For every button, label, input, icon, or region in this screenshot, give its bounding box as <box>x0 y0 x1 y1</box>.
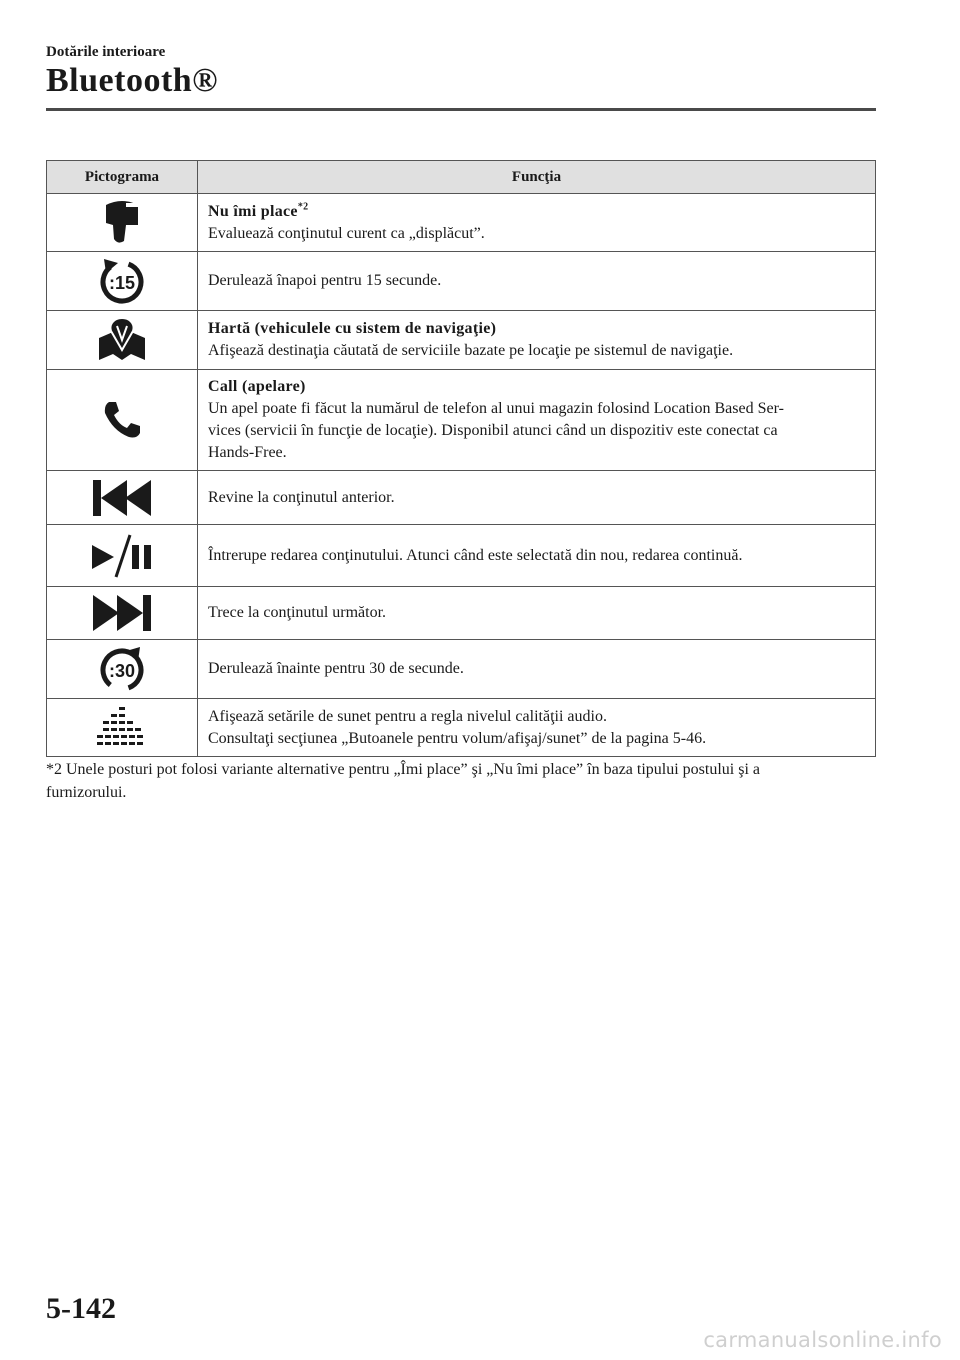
function-cell <box>198 640 876 699</box>
row-text: Afişează destinaţia căutată de serviciile bazate pe locaţie pe sistemul de navigaţie. <box>208 342 734 359</box>
thumbs-down-icon <box>47 199 197 247</box>
footnote-line: furnizorului. <box>46 784 127 801</box>
pictogram-cell <box>47 640 198 699</box>
page-number: 5-142 <box>46 1292 116 1325</box>
watermark-text: carmanualsonline.info <box>703 1328 942 1352</box>
row-text: Întrerupe redarea conţinutului. Atunci când este selectată din nou, redarea continuă. <box>208 546 743 564</box>
function-cell <box>198 311 876 370</box>
function-cell <box>198 370 876 471</box>
function-cell <box>198 194 876 252</box>
row-text: Revine la conţinutul anterior. <box>208 488 395 506</box>
table-row <box>47 471 876 525</box>
row-text: Hands-Free. <box>208 444 287 461</box>
section-label: Dotările interioare <box>46 44 166 60</box>
pictogram-cell <box>47 587 198 640</box>
rewind-15-icon <box>47 255 197 307</box>
table-row <box>47 311 876 370</box>
rewind-15-label: :15 <box>108 273 136 293</box>
pictogram-cell <box>47 699 198 757</box>
row-text: Consultaţi secţiunea „Butoanele pentru volum/afişaj/sunet” de la pagina 5-46. <box>208 729 707 747</box>
row-text: Derulează înapoi pentru 15 secunde. <box>208 272 442 289</box>
skip-next-icon <box>47 593 197 633</box>
function-cell <box>198 587 876 640</box>
row-text: Trece la conţinutul următor. <box>208 604 387 621</box>
row-text: Un apel poate fi făcut la numărul de telefon al unui magazin folosind Location Based Ser- <box>208 400 784 417</box>
icon-function-table <box>46 160 876 757</box>
chapter-title: Bluetooth® <box>46 62 219 99</box>
function-cell <box>198 471 876 525</box>
pictogram-cell <box>47 525 198 587</box>
column-header-pictogram: Pictograma <box>47 161 198 194</box>
play-pause-icon <box>47 531 197 581</box>
table-row <box>47 252 876 311</box>
row-title: Hartă (vehiculele cu sistem de navigaţie) <box>208 320 497 337</box>
pictogram-cell <box>47 370 198 471</box>
forward-30-label: :30 <box>108 661 136 681</box>
table-header-row <box>47 161 876 194</box>
row-title: Call (apelare) <box>208 378 306 395</box>
table-row <box>47 194 876 252</box>
forward-30-icon <box>47 643 197 695</box>
row-text: Afişează setările de sunet pentru a regla nivelul calităţii audio. <box>208 707 607 725</box>
map-pin-icon <box>47 316 197 364</box>
footnote <box>46 758 876 804</box>
phone-icon <box>47 399 197 441</box>
sound-settings-icon <box>47 705 197 751</box>
table-row <box>47 370 876 471</box>
table-row <box>47 699 876 757</box>
row-text: Evaluează conţinutul curent ca „displăcut”. <box>208 224 485 242</box>
function-cell <box>198 699 876 757</box>
footnote-ref: *2 <box>297 201 309 213</box>
pictogram-cell <box>47 311 198 370</box>
footnote-line: *2 Unele posturi pot folosi variante alternative pentru „Îmi place” şi „Nu îmi place” în baza tipului postului şi a <box>46 761 761 778</box>
column-header-function: Funcţia <box>198 161 876 194</box>
function-cell <box>198 525 876 587</box>
header-rule <box>46 108 876 111</box>
pictogram-cell <box>47 471 198 525</box>
table-row <box>47 587 876 640</box>
table-row <box>47 525 876 587</box>
row-text: vices (servicii în funcţie de locaţie). Disponibil atunci când un dispozitiv este conectat ca <box>208 422 778 439</box>
skip-previous-icon <box>47 478 197 518</box>
row-text: Derulează înainte pentru 30 de secunde. <box>208 660 464 677</box>
row-title: Nu îmi place <box>208 202 298 220</box>
function-cell <box>198 252 876 311</box>
pictogram-cell <box>47 252 198 311</box>
table-row <box>47 640 876 699</box>
pictogram-cell <box>47 194 198 252</box>
